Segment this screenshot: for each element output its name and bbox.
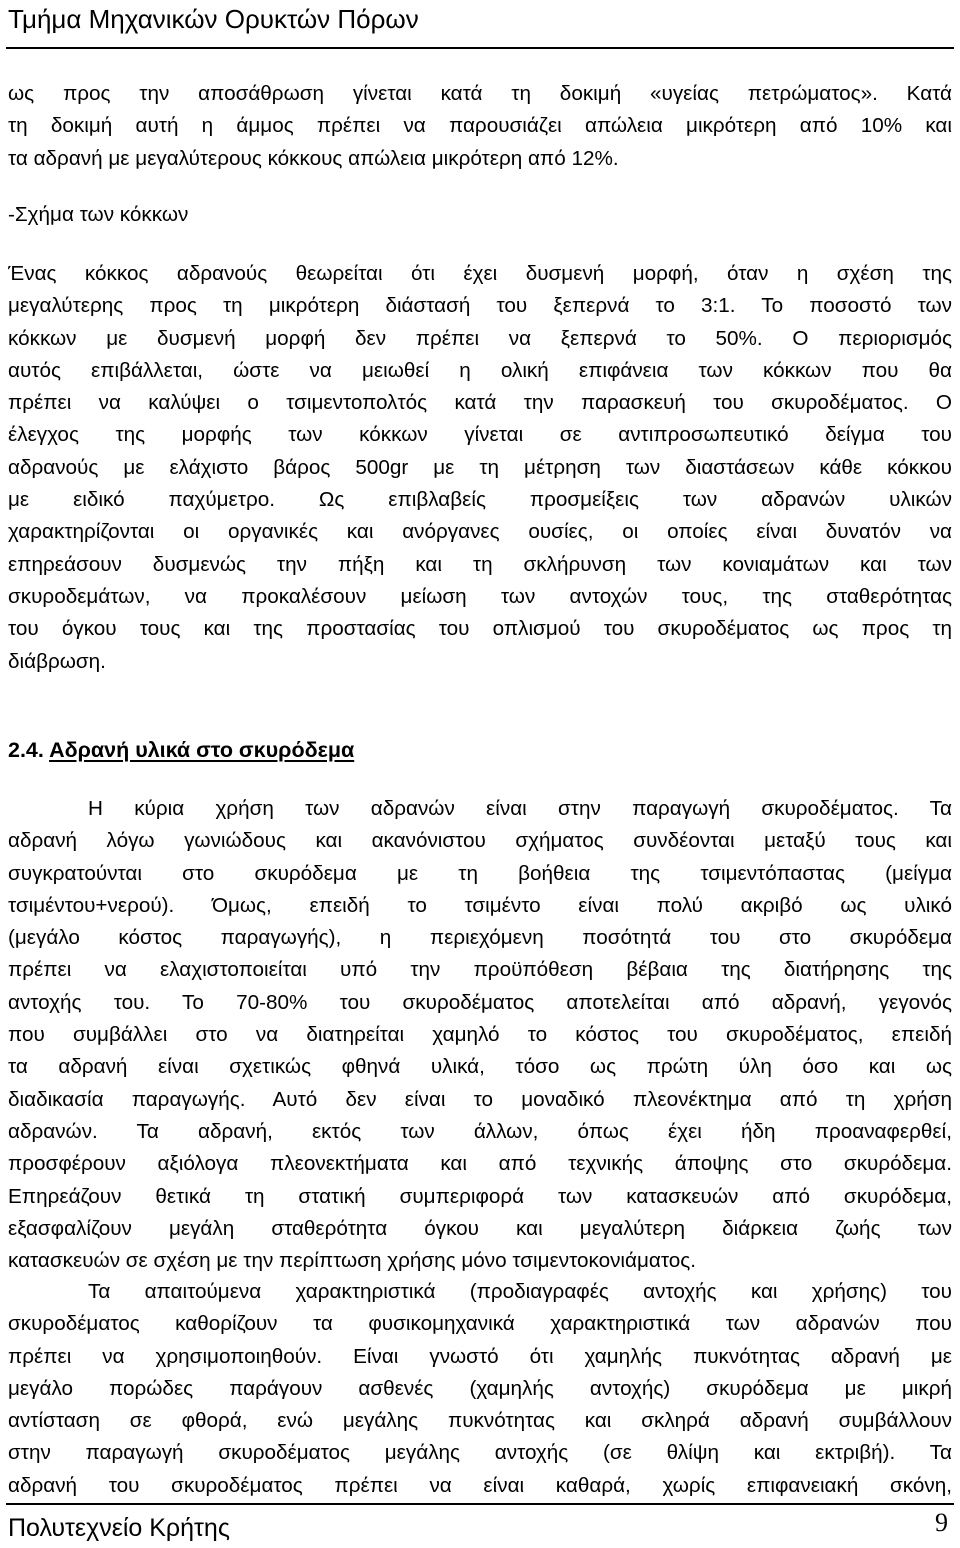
text-line: πρέπει να χρησιμοποιηθούν. Είναι γνωστό ότι χαμηλής πυκνότητας αδρανή με: [8, 1344, 952, 1368]
text-line: ως προς την αποσάθρωση γίνεται κατά τη δοκιμή «υγείας πετρώματος». Κατά: [8, 82, 952, 105]
paragraph-aggregates-usage: [8, 793, 952, 1277]
footer-institution: Πολυτεχνείο Κρήτης: [8, 1514, 230, 1542]
text-line: κατασκευών σε σχέση με την περίπτωση χρήσης μόνο τσιμεντοκονιάματος.: [8, 1249, 696, 1273]
text-line: κόκκων με δυσμενή μορφή δεν πρέπει να ξεπερνά το 50%. Ο περιορισμός: [8, 326, 952, 350]
section-title: Αδρανή υλικά στο σκυρόδεμα: [49, 738, 355, 762]
text-line: αδρανή λόγω γωνιώδους και ακανόνιστου σχήματος συνδέονται μεταξύ τους και: [8, 829, 952, 853]
text-line: έλεγχος της μορφής των κόκκων γίνεται σε αντιπροσωπευτικό δείγμα του: [8, 423, 952, 447]
text-line: αυτός επιβάλλεται, ώστε να μειωθεί η ολική επιφάνεια των κόκκων που θα: [8, 358, 952, 382]
text-line: (μεγάλο κόστος παραγωγής), η περιεχόμενη ποσότητά του στο σκυρόδεμα: [8, 926, 952, 950]
text-line: Η κύρια χρήση των αδρανών είναι στην παραγωγή σκυροδέματος. Τα: [88, 797, 952, 820]
text-line: μεγαλύτερης προς τη μικρότερη διάστασή του ξεπερνά το 3:1. Το ποσοστό των: [8, 294, 952, 318]
text-line: αντίσταση σε φθορά, ενώ μεγάλης πυκνότητας και σκληρά αδρανή συμβάλλουν: [8, 1409, 952, 1433]
text-line: τη δοκιμή αυτή η άμμος πρέπει να παρουσιάζει απώλεια μικρότερη από 10% και: [8, 114, 952, 138]
text-line: προσφέρουν αξιόλογα πλεονεκτήματα και από τεχνικής άποψης στο σκυρόδεμα.: [8, 1152, 952, 1176]
paragraph-grain-shape: [8, 258, 952, 678]
text-line: διαδικασία παραγωγής. Αυτό δεν είναι το μοναδικό πλεονέκτημα από τη χρήση: [8, 1087, 952, 1111]
text-line: Επηρεάζουν θετικά τη στατική συμπεριφορά των κατασκευών από σκυρόδεμα,: [8, 1184, 952, 1208]
page-header-title: Τμήμα Μηχανικών Ορυκτών Πόρων: [8, 4, 419, 34]
section-number: 2.4.: [8, 738, 44, 762]
text-line: μεγάλο πορώδες παράγουν ασθενές (χαμηλής αντοχής) σκυρόδεμα με μικρή: [8, 1376, 952, 1400]
paragraph-required-properties: [8, 1276, 952, 1502]
text-line: επηρεάσουν δυσμενώς την πήξη και τη σκλήρυνση των κονιαμάτων και των: [8, 552, 952, 576]
footer-rule: [6, 1503, 954, 1505]
text-line: τσιμέντου+νερού). Όμως, επειδή το τσιμέντο είναι πολύ ακριβό ως υλικό: [8, 893, 952, 917]
text-line: αδρανή του σκυροδέματος πρέπει να είναι καθαρά, χωρίς επιφανειακή σκόνη,: [8, 1473, 952, 1497]
text-line: αδρανούς με ελάχιστο βάρος 500gr με τη μέτρηση των διαστάσεων κάθε κόκκου: [8, 455, 952, 479]
text-line: του όγκου τους και της προστασίας του οπλισμού του σκυροδέματος ως προς τη: [8, 617, 952, 641]
text-line: Ένας κόκκος αδρανούς θεωρείται ότι έχει δυσμενή μορφή, όταν η σχέση της: [8, 262, 952, 285]
text-line: διάβρωση.: [8, 649, 106, 673]
text-line: πρέπει να καλύψει ο τσιμεντοπολτός κατά την παρασκευή του σκυροδέματος. Ο: [8, 391, 952, 415]
text-line: τα αδρανή είναι σχετικώς φθηνά υλικά, τόσο ως πρώτη ύλη όσο και ως: [8, 1055, 952, 1079]
text-line: με ειδικό παχύμετρο. Ως επιβλαβείς προσμείξεις των αδρανών υλικών: [8, 488, 952, 512]
shape-subheading: -Σχήμα των κόκκων: [8, 203, 189, 226]
text-line: αντοχής του. Το 70-80% του σκυροδέματος αποτελείται από αδρανή, γεγονός: [8, 990, 952, 1014]
text-line: εξασφαλίζουν μεγάλη σταθερότητα όγκου και μεγαλύτερη διάρκεια ζωής των: [8, 1216, 952, 1240]
page-number: 9: [935, 1508, 948, 1537]
text-line: Τα απαιτούμενα χαρακτηριστικά (προδιαγραφές αντοχής και χρήσης) του: [88, 1280, 952, 1303]
header-rule: [6, 47, 954, 49]
paragraph-weathering-text: [8, 78, 952, 175]
text-line: χαρακτηρίζονται οι οργανικές και ανόργανες ουσίες, οι οποίες είναι δυνατόν να: [8, 520, 952, 544]
text-line: συγκρατούνται στο σκυρόδεμα με τη βοήθεια της τσιμεντόπαστας (μείγμα: [8, 861, 952, 885]
text-line: τα αδρανή με μεγαλύτερους κόκκους απώλεια μικρότερη από 12%.: [8, 146, 619, 170]
text-line: στην παραγωγή σκυροδέματος μεγάλης αντοχής (σε θλίψη και εκτριβή). Τα: [8, 1441, 952, 1465]
text-line: σκυροδέματος καθορίζουν τα φυσικομηχανικά χαρακτηριστικά των αδρανών που: [8, 1312, 952, 1336]
section-heading: [8, 734, 354, 766]
text-line: πρέπει να ελαχιστοποιείται υπό την προϋπόθεση βέβαια της διατήρησης της: [8, 958, 952, 982]
text-line: που συμβάλλει στο να διατηρείται χαμηλό το κόστος του σκυροδέματος, επειδή: [8, 1023, 952, 1047]
text-line: αδρανών. Τα αδρανή, εκτός των άλλων, όπως έχει ήδη προαναφερθεί,: [8, 1119, 952, 1143]
text-line: σκυροδεμάτων, να προκαλέσουν μείωση των αντοχών τους, της σταθερότητας: [8, 584, 952, 608]
